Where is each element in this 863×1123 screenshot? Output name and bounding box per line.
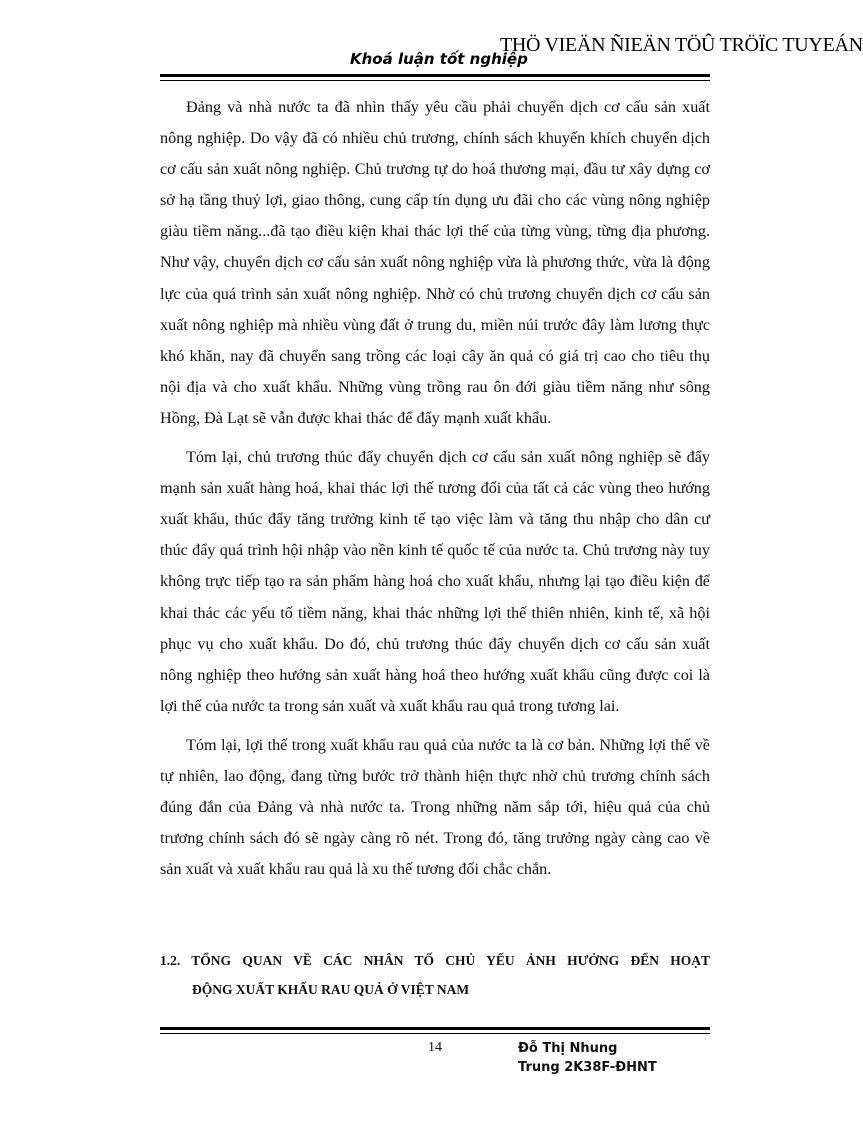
author-name: Đỗ Thị Nhung: [518, 1041, 618, 1056]
section-heading: [160, 946, 710, 1004]
paragraph: Tóm lại, chủ trương thúc đẩy chuyển dịch cơ cấu sản xuất nông nghiệp sẽ đẩy mạnh sản xuất hàng hoá, khai thác lợi thế tương đối của tất cả các vùng theo hướng xuất khẩu, thúc đẩy tăng trưởng kinh tế tạo việc làm và tăng thu nhập cho dân cư thúc đẩy quá trình hội nhập vào nền kinh tế quốc tế của nước ta. Chủ trương này tuy không trực tiếp tạo ra sản phẩm hàng hoá cho xuất khẩu, nhưng lại tạo điều kiện để khai thác các yếu tố tiềm năng, khai thác những lợi thế thiên nhiên, kinh tế, xã hội phục vụ cho xuất khẩu. Do đó, chủ trương thúc đẩy chuyển dịch cơ cấu sản xuất nông nghiệp theo hướng sản xuất hàng hoá theo hướng xuất khẩu cũng được coi là lợi thế của nước ta trong sản xuất và xuất khẩu rau quả trong tương lai.: [160, 448, 710, 715]
page-body: [160, 92, 710, 893]
paragraph: Tóm lại, lợi thế trong xuất khẩu rau quả của nước ta là cơ bản. Những lợi thế về tự nhiên, lao động, đang từng bước trở thành hiện thực nhờ chủ trương chính sách đúng đắn của Đảng và nhà nước ta. Trong những năm sắp tới, hiệu quả của chủ trương chính sách đó sẽ ngày càng rõ nét. Trong đó, tăng trưởng ngày càng cao về sản xuất và xuất khẩu rau quả là xu thế tương đối chắc chắn.: [160, 735, 710, 879]
paragraph: Đảng và nhà nước ta đã nhìn thấy yêu cầu phải chuyển dịch cơ cấu sản xuất nông nghiệp. Do vậy đã có nhiều chủ trương, chính sách khuyến khích chuyển dịch cơ cấu sản xuất nông nghiệp. Chủ trương tự do hoá thương mại, đầu tư xây dựng cơ sở hạ tầng thuỷ lợi, giao thông, cung cấp tín dụng ưu đãi cho các vùng nông nghiệp giàu tiềm năng...đã tạo điều kiện khai thác lợi thế của từng vùng, từng địa phương. Như vậy, chuyển dịch cơ cấu sản xuất nông nghiệp vừa là phương thức, vừa là động lực của quá trình sản xuất nông nghiệp. Nhờ có chủ trương chuyển dịch cơ cấu sản xuất nông nghiệp mà nhiều vùng đất ở trung du, miền núi trước đây làm lương thực khó khăn, nay đã chuyển sang trồng các loại cây ăn quả có giá trị cao cho tiêu thụ nội địa và cho xuất khẩu. Những vùng trồng rau ôn đới giàu tiềm năng như sông Hồng, Đà Lạt sẽ vẫn được khai thác để đẩy mạnh xuất khẩu.: [160, 98, 710, 427]
page-number: 14: [428, 1040, 442, 1055]
footer-rule-thick: [160, 1027, 710, 1030]
footer-rule-thin: [160, 1033, 710, 1034]
header-title: Khoá luận tốt nghiệp: [350, 50, 528, 68]
library-watermark: THÖ VIEÄN ÑIEÄN TÖÛ TRÖÏC TUYEÁN: [500, 34, 863, 56]
section-heading-line1: 1.2. TỔNG QUAN VỀ CÁC NHÂN TỐ CHỦ YẾU ẢNH HƯỞNG ĐẾN HOẠT: [160, 953, 710, 968]
footer-author: [518, 1039, 657, 1077]
section-heading-line2: ĐỘNG XUẤT KHẨU RAU QUẢ Ở VIỆT NAM: [192, 982, 470, 997]
author-class: Trung 2K38F-ĐHNT: [518, 1060, 657, 1075]
header-rule-thick: [160, 74, 710, 77]
header-rule-thin: [160, 80, 710, 81]
